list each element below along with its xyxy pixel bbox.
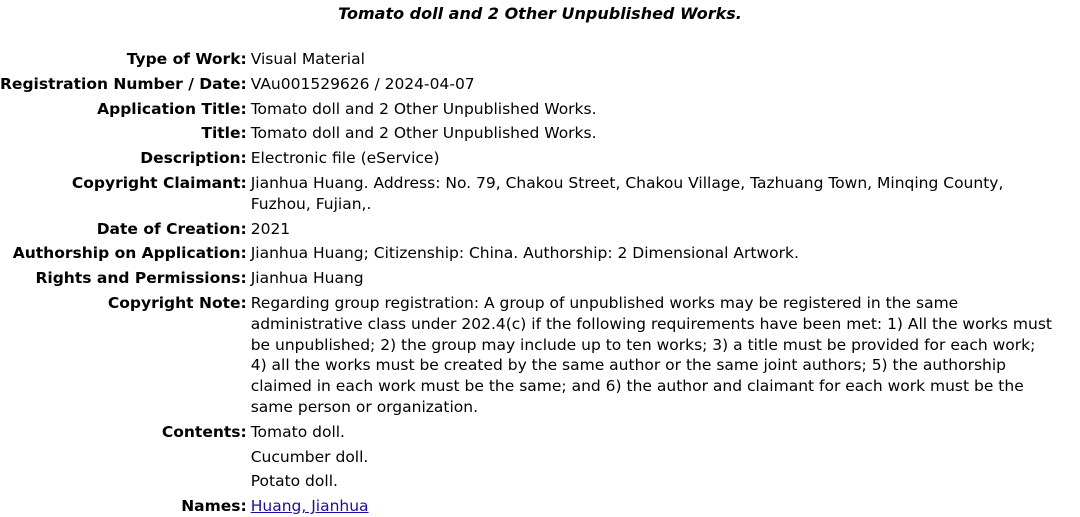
- field-contents: [0, 418, 1080, 492]
- field-label: Date of Creation:: [96, 219, 247, 238]
- field-value: 2021: [250, 219, 291, 238]
- field-registration: [0, 70, 1080, 95]
- field-label: Rights and Permissions:: [35, 269, 247, 288]
- name-link[interactable]: Huang, Jianhua: [250, 497, 369, 516]
- field-value: Electronic file (eService): [250, 149, 440, 168]
- field-type-of-work: [0, 49, 1080, 70]
- field-value: Jianhua Huang. Address: No. 79, Chakou Street, Chakou Village, Tazhuang Town, Minqing County, Fuzhou, Fujian,.: [250, 173, 1004, 213]
- field-label: Description:: [140, 149, 247, 168]
- field-label: Copyright Claimant:: [71, 173, 247, 192]
- field-label: Contents:: [161, 422, 247, 441]
- page-title: Tomato doll and 2 Other Unpublished Works.: [338, 4, 742, 23]
- field-rights: [0, 264, 1080, 289]
- field-label: Application Title:: [97, 99, 247, 118]
- field-label: Type of Work:: [126, 50, 247, 68]
- field-value: VAu001529626 / 2024-04-07: [250, 74, 475, 93]
- field-value: Tomato doll and 2 Other Unpublished Works.: [250, 99, 597, 118]
- field-value: Tomato doll and 2 Other Unpublished Works.: [250, 124, 597, 143]
- field-authorship: [0, 239, 1080, 264]
- field-value: Regarding group registration: A group of unpublished works may be registered in the same administrative class under 202.4(c) if the following requirements have been met: 1) All the works must be unpublished; 2) the group may include up to ten works; 3) a title must be provided for each work; 4) all the works must be created by the same author or the same joint authors; 5) the authorship claimed in each work must be the same; and 6) the author and claimant for each work must be the same person or organization.: [250, 293, 1052, 416]
- field-value: [251, 492, 1080, 517]
- field-value: Visual Material: [250, 50, 365, 68]
- field-value: Jianhua Huang; Citizenship: China. Authorship: 2 Dimensional Artwork.: [250, 244, 799, 263]
- field-description: [0, 144, 1080, 169]
- field-copyright-note: [0, 289, 1080, 418]
- field-title: [0, 119, 1080, 144]
- field-application-title: [0, 95, 1080, 120]
- field-copyright-claimant: [0, 169, 1080, 215]
- content-item: Cucumber doll.: [250, 447, 369, 466]
- field-names: [0, 492, 1080, 517]
- content-item: Tomato doll.: [250, 422, 345, 441]
- field-date-of-creation: [0, 215, 1080, 240]
- field-label: Copyright Note:: [107, 293, 247, 312]
- field-label: Names:: [181, 497, 247, 516]
- field-value: Jianhua Huang: [250, 269, 364, 288]
- field-label: Title:: [201, 124, 247, 143]
- field-label: Registration Number / Date:: [0, 74, 247, 93]
- field-value: [251, 418, 1080, 492]
- content-item: Potato doll.: [250, 472, 338, 491]
- record-table: [0, 49, 1080, 517]
- field-label: Authorship on Application:: [12, 244, 247, 263]
